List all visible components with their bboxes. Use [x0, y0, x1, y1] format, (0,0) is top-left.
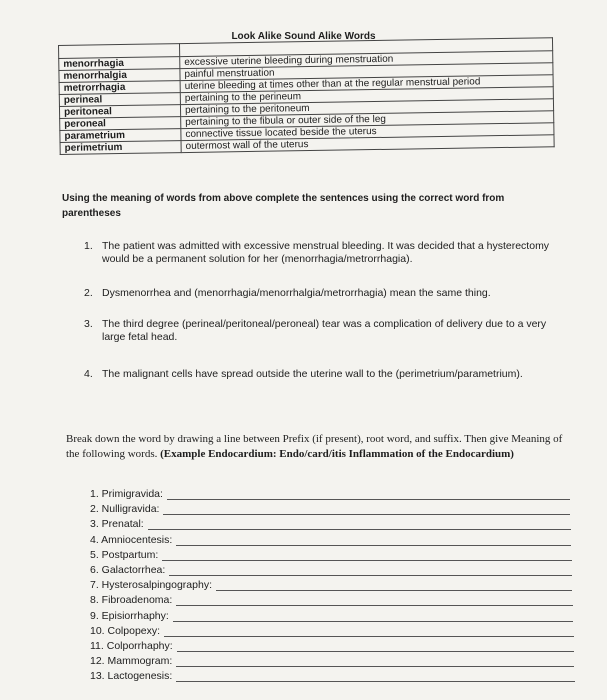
word-definition: pertaining to the perineum	[180, 87, 553, 105]
word-definition: connective tissue located beside the uterus	[181, 123, 554, 141]
word-definition: outermost wall of the uterus	[181, 135, 554, 153]
term-item	[90, 502, 570, 516]
term-label: 2. Nulligravida:	[90, 503, 160, 516]
term-label: 8. Fibroadenoma:	[90, 594, 173, 607]
question-number: 4.	[84, 368, 93, 380]
answer-line[interactable]	[169, 575, 572, 576]
page-title: Look Alike Sound Alike Words	[231, 31, 376, 42]
term-item	[90, 624, 574, 638]
answer-line[interactable]	[167, 499, 570, 500]
term-item	[90, 533, 571, 547]
term-label: 4. Amniocentesis:	[90, 533, 173, 546]
word-term: parametrium	[60, 129, 181, 143]
answer-line[interactable]	[173, 621, 573, 622]
word-definition: pertaining to the peritoneum	[180, 99, 553, 117]
word-term: perimetrium	[60, 141, 181, 155]
answer-line[interactable]	[176, 605, 573, 606]
question-1	[84, 240, 564, 266]
word-definition: uterine bleeding at times other than at the regular menstrual period	[180, 75, 553, 93]
question-4	[84, 368, 564, 381]
term-label: 10. Colpopexy:	[90, 624, 161, 637]
term-label: 11. Colporrhaphy:	[90, 640, 173, 652]
answer-line[interactable]	[148, 529, 571, 530]
term-item	[90, 487, 570, 501]
term-item	[90, 639, 574, 653]
answer-line[interactable]	[176, 681, 575, 682]
question-text: The third degree (perineal/peritoneal/peroneal) tear was a complication of delivery due to a very large fetal head.	[102, 318, 547, 343]
word-term: peroneal	[60, 117, 181, 131]
word-table	[58, 37, 555, 155]
breakdown-example: (Example Endocardium: Endo/card/itis Inflammation of the Endocardium)	[160, 448, 514, 460]
answer-line[interactable]	[163, 514, 570, 515]
term-item	[90, 609, 573, 623]
question-2	[84, 287, 564, 300]
term-label: 13. Lactogenesis:	[90, 670, 173, 683]
word-definition: excessive uterine bleeding during menstruation	[180, 51, 553, 69]
word-term: peritoneal	[59, 105, 180, 119]
question-text: The patient was admitted with excessive menstrual bleeding. It was decided that a hysterectomy would be a permanent solution for her (menorrhagia/metrorrhagia).	[102, 240, 550, 265]
word-term: perineal	[59, 93, 180, 107]
breakdown-instructions	[66, 432, 566, 462]
question-3	[84, 318, 564, 344]
word-definition: pertaining to the fibula or outer side of the leg	[181, 111, 554, 129]
term-label: 12. Mammogram:	[90, 655, 173, 668]
breakdown-intro: Break down the word by drawing a line between Prefix (if present), root word, and suffix. Then give Meaning of the following words.	[66, 433, 563, 460]
answer-line[interactable]	[216, 590, 572, 591]
word-term: metrorrhagia	[59, 81, 180, 95]
question-number: 3.	[84, 318, 93, 330]
word-term: menorrhagia	[59, 57, 180, 71]
term-label: 1. Primigravida:	[90, 488, 163, 500]
term-label: 3. Prenatal:	[90, 518, 144, 531]
answer-line[interactable]	[176, 545, 571, 546]
term-item	[90, 654, 574, 668]
question-text: The malignant cells have spread outside the uterine wall to the (perimetrium/parametrium).	[102, 368, 523, 380]
term-item	[90, 669, 575, 683]
word-term: menorrhalgia	[59, 69, 180, 83]
term-item	[90, 563, 572, 577]
answer-line[interactable]	[162, 560, 572, 561]
word-definition: painful menstruation	[180, 63, 553, 81]
term-item	[90, 517, 571, 531]
term-item	[90, 548, 572, 562]
question-number: 1.	[84, 240, 93, 252]
question-number: 2.	[84, 287, 93, 299]
term-item	[90, 593, 573, 607]
answer-line[interactable]	[176, 666, 574, 667]
term-label: 7. Hysterosalpingography:	[90, 579, 212, 592]
term-item	[90, 578, 572, 592]
answer-line[interactable]	[177, 651, 574, 652]
term-label: 6. Galactorrhea:	[90, 564, 166, 576]
answer-line[interactable]	[164, 636, 574, 637]
term-label: 5. Postpartum:	[90, 548, 159, 561]
instructions: Using the meaning of words from above complete the sentences using the correct word from parentheses	[62, 193, 505, 219]
question-text: Dysmenorrhea and (menorrhagia/menorrhalgia/metrorrhagia) mean the same thing.	[102, 287, 491, 299]
term-label: 9. Episiorrhaphy:	[90, 609, 169, 622]
